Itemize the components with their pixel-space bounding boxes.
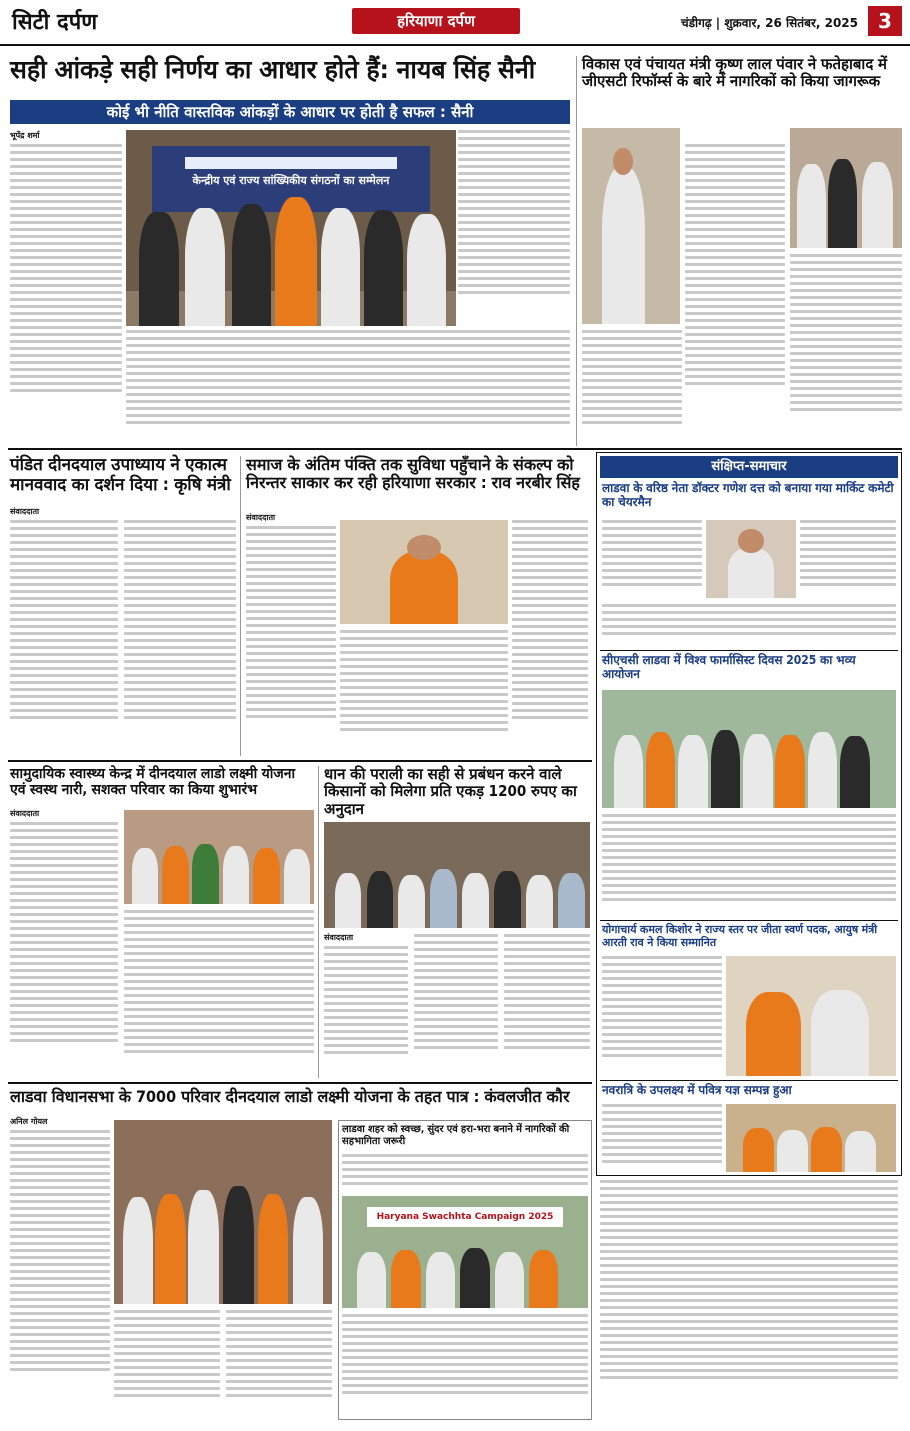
right-top-photo-1 <box>582 128 680 324</box>
sidebar-item-text <box>602 1104 722 1172</box>
lead-text-row <box>126 330 570 444</box>
right-bottom-text <box>600 1180 898 1420</box>
sidebar-item-photo <box>602 690 896 808</box>
bottom-byline: अनिल गोयल <box>10 1117 48 1126</box>
lead-photo-banner-text: केन्द्रीय एवं राज्य सांख्यिकीय संगठनों का सम्मेलन <box>192 174 390 188</box>
mid-center-text-col3 <box>512 520 588 756</box>
sidebar-item-text <box>602 520 702 598</box>
sidebar-item-headline: योगाचार्य कमल किशोर ने राज्य स्तर पर जीता स्वर्ण पदक, आयुष मंत्री आरती राव ने किया सम्मानित <box>602 923 878 949</box>
right-top-photo-2 <box>790 128 902 248</box>
mid-center-photo <box>340 520 508 624</box>
lower-left-byline: संवाददाता <box>10 809 40 818</box>
bottom-headline: लाडवा विधानसभा के 7000 परिवार दीनदयाल लाडो लक्ष्मी योजना के तहत पात्र : कंवलजीत कौर <box>10 1087 570 1106</box>
dateline: चंडीगढ़ | शुक्रवार, 26 सितंबर, 2025 <box>680 16 858 30</box>
inset-text <box>342 1154 588 1194</box>
lower-center-photo <box>324 822 590 928</box>
page-number: 3 <box>868 6 902 36</box>
brand-logo: सिटी दर्पण <box>12 9 98 35</box>
lower-left-text-col1 <box>10 822 118 1078</box>
sidebar-item-photo <box>726 956 896 1076</box>
inset-photo <box>342 1196 588 1308</box>
sidebar-item-headline: नवरात्रि के उपलक्ष्य में पवित्र यज्ञ सम्पन्न हुआ <box>602 1083 792 1097</box>
sidebar-item-text <box>800 520 896 598</box>
sidebar-label: संक्षिप्त-समाचार <box>600 456 898 478</box>
sidebar-divider <box>600 920 898 921</box>
inset-text <box>342 1314 588 1416</box>
sidebar-item-headline: लाडवा के वरिष्ठ नेता डॉक्टर गणेश दत्त को बनाया गया मार्किट कमेटी का चेयरमैन <box>602 481 894 509</box>
sidebar-item-text <box>602 814 896 918</box>
lead-byline: भूपेंद्र शर्मा <box>10 131 40 140</box>
bottom-text-col1 <box>10 1130 110 1420</box>
sidebar-item-headline: सीएचसी लाडवा में विश्व फार्मासिस्ट दिवस 2025 का भव्य आयोजन <box>602 653 856 681</box>
sidebar-item-text <box>602 604 896 646</box>
mid-center-headline: समाज के अंतिम पंक्ति तक सुविधा पहुँचाने के संकल्प को निरन्तर साकार कर रही हरियाणा सरकार : राव नरबीर सिंह <box>246 455 580 493</box>
right-top-text-col2 <box>582 330 682 444</box>
section-rule <box>8 448 902 450</box>
mid-left-text-col2 <box>124 520 236 756</box>
mid-left-headline: पंडित दीनदयाल उपाध्याय ने एकात्म मानववाद का दर्शन दिया : कृषि मंत्री <box>10 455 231 495</box>
lower-center-text-col1 <box>324 946 408 1078</box>
bottom-text-col2 <box>114 1310 220 1420</box>
right-top-text-col1 <box>685 144 785 444</box>
mid-center-text-col1 <box>246 526 336 756</box>
lower-center-text-col2 <box>414 934 498 1078</box>
bottom-text-col3 <box>226 1310 332 1420</box>
section-rule <box>8 760 592 762</box>
sidebar-divider <box>600 650 898 651</box>
lead-headline: सही आंकड़े सही निर्णय का आधार होते हैं: नायब सिंह सैनी <box>10 55 536 84</box>
column-divider <box>576 56 577 446</box>
lead-text-col1 <box>10 144 122 444</box>
inset-photo-banner: Haryana Swachhta Campaign 2025 <box>367 1207 564 1227</box>
inset-headline: लाडवा शहर को स्वच्छ, सुंदर एवं हरा-भरा बनाने में नागरिकों की सहभागिता जरूरी <box>342 1124 570 1147</box>
mid-left-byline: संवाददाता <box>10 507 40 516</box>
masthead <box>0 0 910 46</box>
sidebar-item-photo <box>726 1104 896 1172</box>
right-top-text-col3 <box>790 254 902 444</box>
lower-left-text-col2 <box>124 910 314 1078</box>
column-divider <box>240 456 241 756</box>
lower-left-photo <box>124 810 314 904</box>
sidebar-item-text <box>602 956 722 1076</box>
mid-left-text-col1 <box>10 520 118 756</box>
sidebar-divider <box>600 1080 898 1081</box>
section-rule <box>8 1082 592 1084</box>
lead-subhead: कोई भी नीति वास्तविक आंकड़ों के आधार पर होती है सफल : सैनी <box>10 100 570 124</box>
lead-photo <box>126 130 456 326</box>
bottom-photo <box>114 1120 332 1304</box>
lower-left-headline: सामुदायिक स्वास्थ्य केन्द्र में दीनदयाल लाडो लक्ष्मी योजना एवं स्वस्थ नारी, सशक्त परिवार का किया शुभारंभ <box>10 766 296 799</box>
column-divider <box>318 766 319 1078</box>
lower-center-headline: धान की पराली का सही से प्रबंधन करने वाले किसानों को मिलेगा प्रति एकड़ 1200 रुपए का अनुदान <box>324 765 577 818</box>
mid-center-text-col2 <box>340 630 508 756</box>
section-label: हरियाणा दर्पण <box>352 8 520 34</box>
mid-center-byline: संवाददाता <box>246 513 276 522</box>
lower-center-text-col3 <box>504 934 590 1078</box>
lead-text-col2 <box>458 130 570 326</box>
right-top-headline: विकास एवं पंचायत मंत्री कृष्ण लाल पंवार ने फतेहाबाद में जीएसटी रिफॉर्म्स के बारे में नागरिकों को किया जागरूक <box>582 55 887 91</box>
sidebar-item-photo <box>706 520 796 598</box>
lower-center-byline: संवाददाता <box>324 933 354 942</box>
